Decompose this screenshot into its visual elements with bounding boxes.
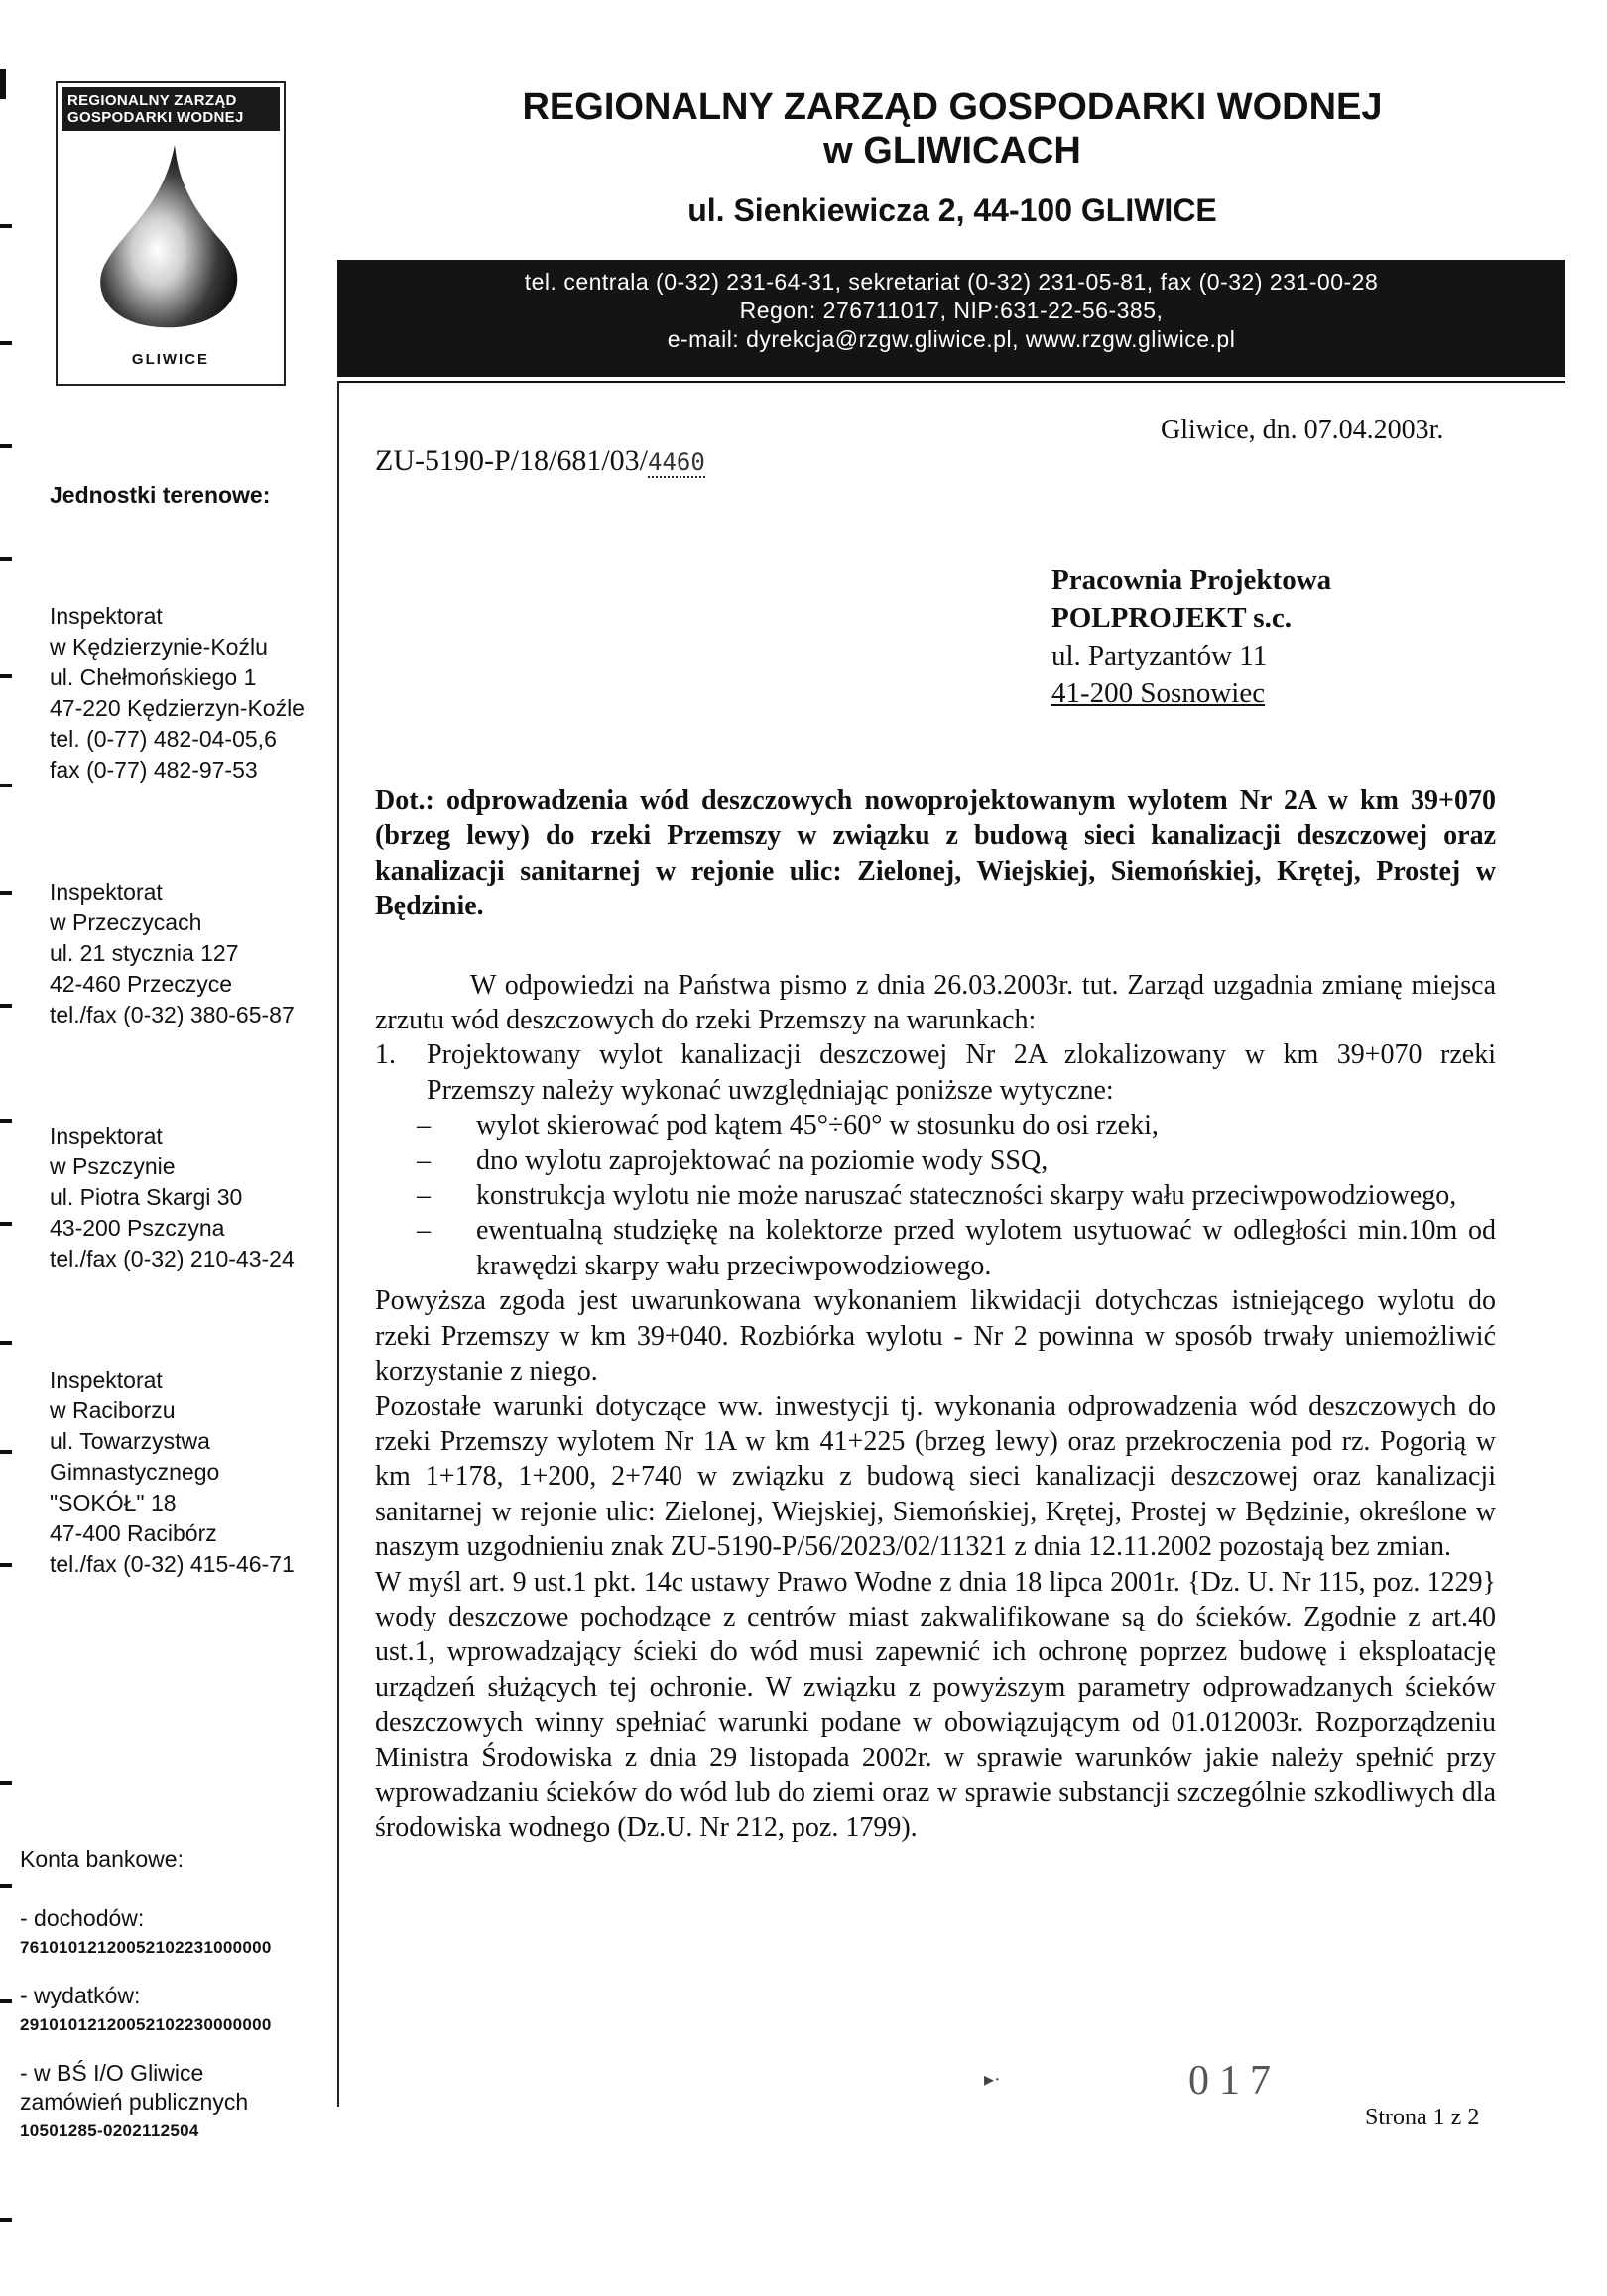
dash-marker: – (417, 1145, 431, 1176)
unit-line: Inspektorat (50, 879, 163, 905)
bank-account-label: zamówień publicznych (20, 2089, 249, 2115)
unit-line: Gimnastycznego (50, 1459, 220, 1485)
bank-account-number: 29101012120052102230000000 (20, 2015, 272, 2034)
list-item (417, 1213, 1496, 1283)
unit-line: w Kędzierzynie-Koźlu (50, 634, 268, 660)
scan-margin-mark (0, 1999, 12, 2003)
reference-printed: ZU-5190-P/18/681/03/ (375, 444, 648, 477)
logo-band-line: REGIONALNY ZARZĄD (67, 92, 237, 109)
contact-line: Regon: 276711017, NIP:631-22-56-385, (739, 298, 1164, 323)
contact-band (337, 260, 1565, 377)
unit-line: Inspektorat (50, 1123, 163, 1148)
bank-account (20, 1982, 272, 2039)
scan-margin-mark (0, 1781, 12, 1785)
unit-line: ul. Piotra Skargi 30 (50, 1184, 243, 1210)
scan-margin-mark (0, 1119, 12, 1123)
scan-margin-mark (0, 224, 12, 228)
list-item-text: Projektowany wylot kanalizacji deszczowej Nr 2A zlokalizowany w km 39+070 rzeki Przemszy należy wykonać uwzględniając poniższe wytyczne: (427, 1039, 1496, 1106)
title-line: REGIONALNY ZARZĄD GOSPODARKI WODNEJ (522, 86, 1383, 128)
sidebar-heading: Jednostki terenowe: (50, 482, 271, 508)
unit-line: tel./fax (0-32) 415-46-71 (50, 1551, 295, 1577)
scan-margin-mark (0, 891, 12, 895)
sidebar-unit (50, 1121, 295, 1274)
bank-accounts-heading: Konta bankowe: (20, 1846, 184, 1872)
list-item (375, 1037, 1496, 1108)
stamp-mark: ▸· (984, 2069, 1001, 2091)
unit-line: tel. (0-77) 482-04-05,6 (50, 726, 277, 752)
logo-band (62, 87, 280, 131)
page-stamp-number: 017 (1188, 2058, 1281, 2104)
letter-paragraph: Powyższa zgoda jest uwarunkowana wykonaniem likwidacji dotychczas istniejącego wylotu do rzeki Przemszy w km 39+040. Rozbiórka wylotu - Nr 2 powinna w sposób trwały uniemożliwić korzystanie z niego. (375, 1285, 1496, 1388)
unit-line: w Raciborzu (50, 1397, 176, 1423)
list-item-text: konstrukcja wylotu nie może naruszać stateczności skarpy wału przeciwpowodziowego, (476, 1180, 1457, 1212)
sidebar-unit (50, 1365, 295, 1580)
unit-line: 47-220 Kędzierzyn-Koźle (50, 695, 305, 721)
scan-margin-mark (0, 69, 6, 99)
organization-logo (56, 81, 286, 386)
bank-account-label: - wydatków: (20, 1983, 141, 2008)
unit-line: fax (0-77) 482-97-53 (50, 757, 258, 783)
organization-title (337, 85, 1567, 173)
unit-line: ul. 21 stycznia 127 (50, 940, 239, 966)
letter-subject: Dot.: odprowadzenia wód deszczowych nowoprojektowanym wylotem Nr 2A w km 39+070 (brzeg lewy) do rzeki Przemszy w związku z budową sieci kanalizacji deszczowej oraz kanalizacji sanitarnej w rejonie ulic: Zielonej, Wiejskiej, Siemońskiej, Krętej, Prostej w Będzinie. (375, 785, 1496, 922)
unit-line: tel./fax (0-32) 210-43-24 (50, 1246, 295, 1271)
recipient-address (1051, 561, 1331, 712)
page-number: Strona 1 z 2 (1365, 2105, 1480, 2130)
logo-city: GLIWICE (131, 351, 210, 368)
letter-date: Gliwice, dn. 07.04.2003r. (1161, 415, 1444, 445)
water-drop-icon (67, 139, 276, 337)
scan-margin-mark (0, 1004, 12, 1008)
unit-line: w Pszczynie (50, 1153, 176, 1179)
recipient-line: Pracownia Projektowa (1051, 564, 1332, 596)
sidebar-divider (337, 381, 339, 2107)
letter-paragraph: Pozostałe warunki dotyczące ww. inwestycji tj. wykonania odprowadzenia wód deszczowych do rzeki Przemszy wylotem Nr 1A w km 41+225 (brzeg lewy) oraz przekroczenia pod rz. Pogorią w km 1+178, 1+200, 2+740 w związku z budową sieci kanalizacji deszczowej oraz kanalizacji sanitarnej w rejonie ulic: Zielonej, Wiejskiej, Siemońskiej, Krętej, Prostej w Będzinie, określone w naszym uzgodnieniu znak ZU-5190-P/56/2023/02/11321 z dnia 12.11.2002 pozostają bez zmian. (375, 1390, 1496, 1563)
unit-line: 43-200 Pszczyna (50, 1215, 225, 1241)
letter-paragraph: W myśl art. 9 ust.1 pkt. 14c ustawy Prawo Wodne z dnia 18 lipca 2001r. {Dz. U. Nr 115, poz. 1229} wody deszczowe pochodzące z centrów miast zakwalifikowane są do ścieków. Zgodnie z art.40 ust.1, wprowadzający ścieki do wód musi zapewnić ich ochronę poprzez budowę i eksploatację urządzeń służących tej ochronie. W związku z powyższym parametry odprowadzanych ścieków deszczowych winny spełniać warunki podane w obowiązującym od 01.012003r. Rozporządzeniu Ministra Środowiska z dnia 29 listopada 2002r. w sprawie warunków jakie należy spełnić przy wprowadzaniu ścieków do wód lub do ziemi oraz w sprawie substancji szczególnie szkodliwych dla środowiska wodnego (Dz.U. Nr 212, poz. 1799). (375, 1566, 1496, 1844)
sidebar-unit (50, 877, 295, 1030)
unit-line: tel./fax (0-32) 380-65-87 (50, 1002, 295, 1027)
letter-paragraph: W odpowiedzi na Państwa pismo z dnia 26.03.2003r. tut. Zarząd uzgadnia zmianę miejsca zrzutu wód deszczowych do rzeki Przemszy na warunkach: (375, 969, 1496, 1036)
scan-margin-mark (0, 341, 12, 345)
header-divider (339, 381, 1565, 383)
bank-account-number: 10501285-0202112504 (20, 2121, 199, 2140)
scan-margin-mark (0, 2218, 12, 2222)
unit-line: Inspektorat (50, 603, 163, 629)
bank-account (20, 2059, 248, 2145)
dash-marker: – (417, 1110, 431, 1142)
logo-band-line: GOSPODARKI WODNEJ (67, 109, 244, 126)
unit-line: Inspektorat (50, 1367, 163, 1392)
bank-account-number: 76101012120052102231000000 (20, 1938, 272, 1957)
bank-account (20, 1904, 272, 1962)
list-item (417, 1144, 1496, 1178)
list-item-text: dno wylotu zaprojektować na poziomie wody SSQ, (476, 1145, 1049, 1176)
letter-body (375, 784, 1496, 1846)
recipient-line: 41-200 Sosnowiec (1051, 677, 1266, 709)
list-item (417, 1178, 1496, 1213)
dash-marker: – (417, 1215, 431, 1247)
scan-margin-mark (0, 1563, 12, 1567)
recipient-line: ul. Partyzantów 11 (1051, 640, 1268, 671)
unit-line: w Przeczycach (50, 909, 202, 935)
scan-margin-mark (0, 557, 12, 561)
unit-line: 42-460 Przeczyce (50, 971, 233, 997)
scan-margin-mark (0, 1222, 12, 1226)
bank-account-label: - dochodów: (20, 1905, 145, 1931)
list-item-number: 1. (375, 1039, 396, 1071)
list-item-text: ewentualną studziękę na kolektorze przed wylotem usytuować w odległości min.10m od krawędzi skarpy wału przeciwpowodziowego. (476, 1215, 1496, 1281)
scan-margin-mark (0, 1341, 12, 1345)
title-line: w GLIWICACH (823, 130, 1081, 172)
unit-line: ul. Chełmońskiego 1 (50, 665, 257, 690)
bank-account-label: - w BŚ I/O Gliwice (20, 2060, 204, 2086)
list-item (417, 1108, 1496, 1143)
reference-handwritten: 4460 (648, 448, 705, 476)
organization-address: ul. Sienkiewicza 2, 44-100 GLIWICE (687, 192, 1217, 228)
unit-line: 47-400 Racibórz (50, 1520, 217, 1546)
contact-line: tel. centrala (0-32) 231-64-31, sekretariat (0-32) 231-05-81, fax (0-32) 231-00-28 (524, 269, 1379, 295)
dash-marker: – (417, 1180, 431, 1212)
reference-number (375, 444, 705, 478)
contact-line: e-mail: dyrekcja@rzgw.gliwice.pl, www.rzgw.gliwice.pl (667, 326, 1236, 352)
scan-margin-mark (0, 444, 12, 448)
scan-margin-mark (0, 784, 12, 787)
unit-line: ul. Towarzystwa (50, 1428, 210, 1454)
scan-margin-mark (0, 1450, 12, 1454)
sidebar-unit (50, 601, 305, 785)
list-item-text: wylot skierować pod kątem 45°÷60° w stosunku do osi rzeki, (476, 1110, 1159, 1142)
scan-margin-mark (0, 1884, 12, 1888)
scan-margin-mark (0, 674, 12, 678)
unit-line: "SOKÓŁ" 18 (50, 1490, 177, 1515)
recipient-line: POLPROJEKT s.c. (1051, 602, 1292, 634)
